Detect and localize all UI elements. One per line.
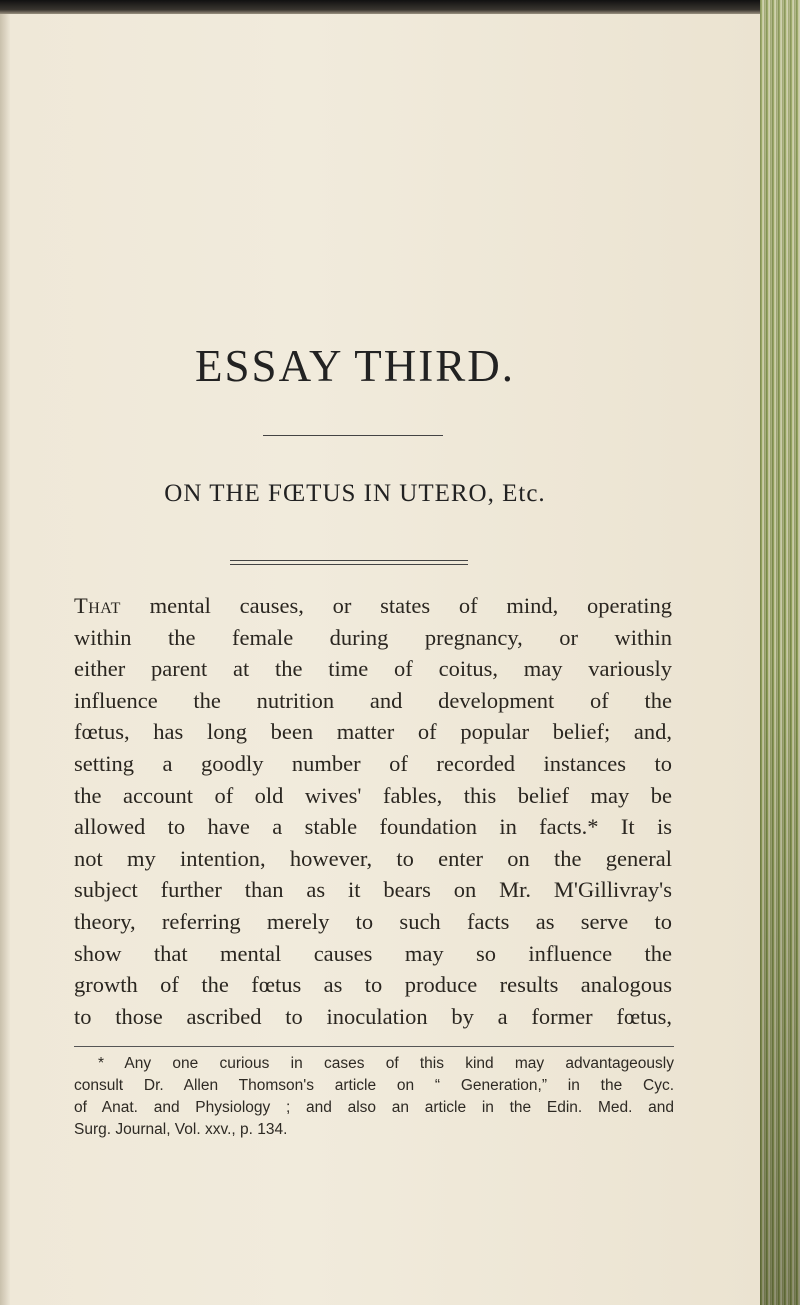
essay-title: ESSAY THIRD.	[195, 341, 515, 391]
paragraph-line: either parent at the time of coitus, may variously	[74, 656, 672, 682]
paragraph-line: fœtus, has long been matter of popular belief; and,	[74, 719, 672, 745]
footnote-line: consult Dr. Allen Thomson's article on “ Generation,” in the Cyc.	[74, 1077, 674, 1094]
body-paragraph	[74, 590, 672, 1032]
essay-subtitle: ON THE FŒTUS IN UTERO, Etc.	[164, 480, 546, 507]
title-divider	[263, 435, 443, 436]
paragraph-line: the account of old wives' fables, this belief may be	[74, 782, 672, 808]
subtitle-double-divider	[230, 560, 468, 565]
paragraph-line: growth of the fœtus as to produce results analogous	[74, 972, 672, 998]
paragraph-line: influence the nutrition and development of the	[74, 687, 672, 713]
paragraph-line: show that mental causes may so influence the	[74, 940, 672, 966]
paragraph-line: within the female during pregnancy, or within	[74, 624, 672, 650]
paragraph-line: subject further than as it bears on Mr. M'Gillivray's	[74, 877, 672, 903]
paragraph-first-word: That	[74, 593, 121, 618]
paragraph-line: That mental causes, or states of mind, operating	[74, 593, 672, 618]
footnote-divider	[74, 1046, 674, 1047]
paragraph-line: to those ascribed to inoculation by a former fœtus,	[74, 1003, 672, 1029]
book-page-edges	[760, 0, 800, 1305]
footnote-line: of Anat. and Physiology ; and also an article in the Edin. Med. and	[74, 1099, 674, 1116]
footnote-line: Surg. Journal, Vol. xxv., p. 134.	[74, 1121, 288, 1138]
paragraph-line: allowed to have a stable foundation in facts.* It is	[74, 814, 672, 840]
footnote-line: * Any one curious in cases of this kind may advantageously	[98, 1055, 674, 1072]
page-gutter	[0, 0, 10, 1305]
footnote	[74, 1053, 674, 1141]
paragraph-line: theory, referring merely to such facts as serve to	[74, 908, 672, 934]
paragraph-line: setting a goodly number of recorded instances to	[74, 750, 672, 776]
paragraph-line: not my intention, however, to enter on the general	[74, 845, 672, 871]
scan-top-border	[0, 0, 800, 14]
